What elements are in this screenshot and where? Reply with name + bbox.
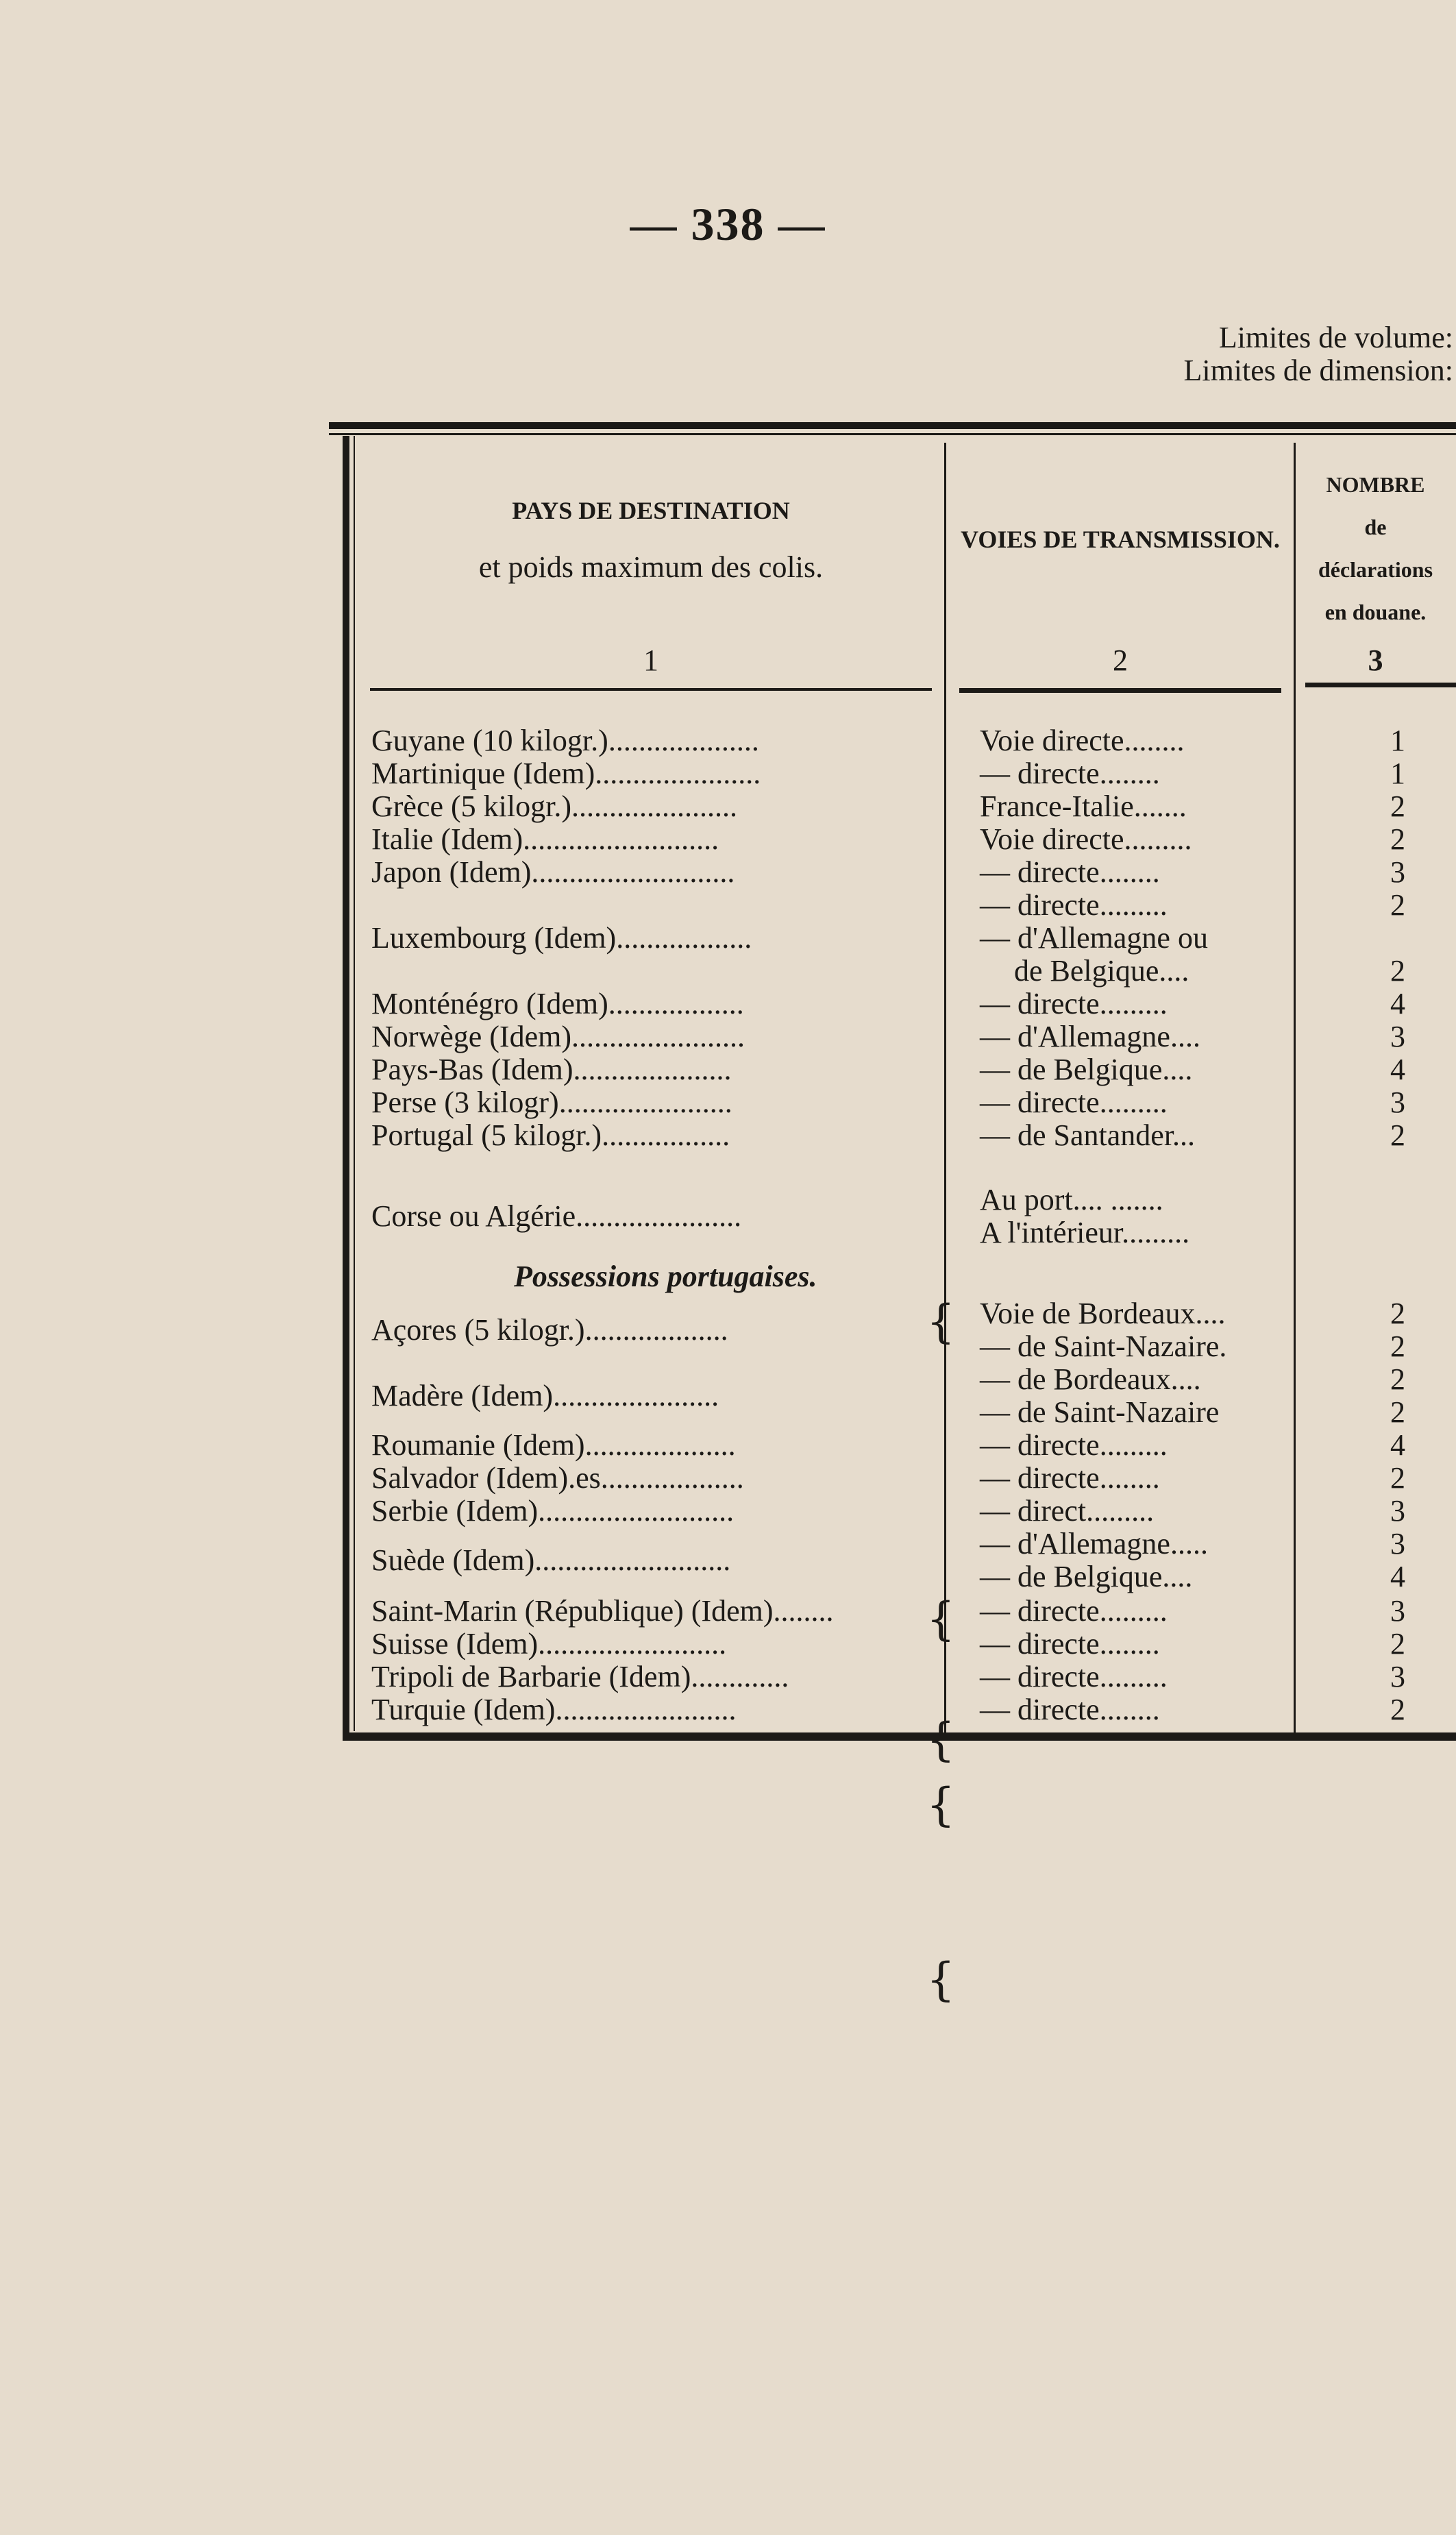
- row-pays: Luxembourg (Idem)..................: [371, 921, 752, 955]
- header-destination: PAYS DE DESTINATION: [512, 497, 790, 524]
- row-nombre: 3: [1390, 1527, 1405, 1560]
- header-nombre-line-2: de: [1364, 515, 1387, 539]
- table-border-top: [329, 422, 1456, 429]
- row-pays: Tripoli de Barbarie (Idem).............: [371, 1660, 789, 1693]
- row-voie: — directe.........: [980, 888, 1168, 922]
- header-nombre-line-1: NOMBRE: [1326, 472, 1425, 497]
- row-pays: Açores (5 kilogr.)...................: [371, 1313, 728, 1347]
- row-voie: — directe.........: [980, 1428, 1168, 1462]
- row-voie: — directe.........: [980, 1660, 1168, 1693]
- row-pays: Suède (Idem)..........................: [371, 1543, 731, 1577]
- row-nombre: 3: [1390, 855, 1405, 889]
- row-voie: — direct.........: [980, 1494, 1155, 1528]
- table-border-left: [343, 436, 349, 1738]
- row-nombre: 2: [1390, 1693, 1405, 1726]
- row-nombre: 2: [1390, 1297, 1405, 1330]
- brace-luxembourg: {: [926, 1295, 955, 1348]
- row-nombre: 2: [1390, 1330, 1405, 1363]
- row-pays: Japon (Idem)...........................: [371, 855, 735, 889]
- header-nombre-line-4: en douane.: [1324, 600, 1427, 624]
- header-nombre: [1295, 463, 1456, 633]
- row-nombre: 3: [1390, 1660, 1405, 1693]
- page-number: — 338 —: [630, 198, 826, 250]
- column-rule-1: [370, 688, 932, 691]
- row-pays: Madère (Idem)......................: [371, 1379, 719, 1412]
- column-rule-3: [1305, 683, 1456, 687]
- row-pays: Italie (Idem)..........................: [371, 822, 719, 856]
- row-voie: — de Santander...: [980, 1118, 1196, 1152]
- limits-dimension: Limites de dimension:: [1183, 354, 1453, 387]
- row-pays: Roumanie (Idem)....................: [371, 1428, 736, 1462]
- header-voies: VOIES DE TRANSMISSION.: [961, 526, 1280, 553]
- row-voie: A l'intérieur.........: [980, 1216, 1190, 1249]
- row-voie: — de Belgique....: [980, 1560, 1193, 1593]
- row-voie: — directe........: [980, 1693, 1160, 1726]
- column-number-1: 1: [643, 644, 658, 677]
- table-border-bottom: [343, 1732, 1456, 1741]
- row-pays: Pays-Bas (Idem).....................: [371, 1053, 732, 1086]
- row-voie: — de Saint-Nazaire: [980, 1395, 1220, 1429]
- row-pays: Norwège (Idem).......................: [371, 1020, 745, 1053]
- row-voie: Voie de Bordeaux....: [980, 1297, 1226, 1330]
- brace-suede: {: [926, 1953, 955, 2006]
- row-nombre: 3: [1390, 1020, 1405, 1053]
- row-nombre: 3: [1390, 1594, 1405, 1628]
- row-voie: — directe.........: [980, 1594, 1168, 1628]
- row-nombre: 4: [1390, 1560, 1405, 1593]
- row-nombre: 4: [1390, 1428, 1405, 1462]
- row-voie: — directe.........: [980, 987, 1168, 1020]
- row-voie: — d'Allemagne....: [980, 1020, 1200, 1053]
- row-nombre: 4: [1390, 1053, 1405, 1086]
- row-nombre: 1: [1390, 757, 1405, 790]
- row-voie: de Belgique....: [1014, 954, 1189, 988]
- header-destination-sub: et poids maximum des colis.: [478, 550, 824, 584]
- row-nombre: 2: [1390, 888, 1405, 922]
- row-voie: France-Italie.......: [980, 789, 1187, 823]
- brace-madere: {: [926, 1778, 955, 1831]
- section-title: Possessions portugaises.: [514, 1260, 817, 1293]
- row-voie: — directe.........: [980, 1086, 1168, 1119]
- column-number-3: 3: [1368, 644, 1383, 677]
- row-voie: — d'Allemagne.....: [980, 1527, 1208, 1560]
- row-pays: Serbie (Idem)..........................: [371, 1494, 735, 1528]
- row-voie: — de Bordeaux....: [980, 1362, 1201, 1396]
- row-pays: Guyane (10 kilogr.)....................: [371, 724, 759, 757]
- row-pays: Salvador (Idem).es...................: [371, 1461, 744, 1495]
- row-pays: Martinique (Idem)......................: [371, 757, 761, 790]
- row-nombre: 2: [1390, 789, 1405, 823]
- header-nombre-line-3: déclarations: [1318, 557, 1433, 582]
- row-nombre: 2: [1390, 1118, 1405, 1152]
- row-pays: Turquie (Idem)........................: [371, 1693, 737, 1726]
- row-pays: Monténégro (Idem)..................: [371, 987, 744, 1020]
- brace-corse: {: [926, 1593, 955, 1645]
- table-border-top-thin: [329, 433, 1456, 435]
- row-nombre: 3: [1390, 1494, 1405, 1528]
- column-divider-1: [944, 443, 946, 1732]
- row-nombre: 2: [1390, 954, 1405, 988]
- row-nombre: 2: [1390, 822, 1405, 856]
- table-border-left-thin: [354, 436, 355, 1731]
- row-voie: — de Belgique....: [980, 1053, 1193, 1086]
- row-nombre: 2: [1390, 1362, 1405, 1396]
- row-voie: Voie directe.........: [980, 822, 1192, 856]
- row-nombre: 2: [1390, 1461, 1405, 1495]
- row-voie: — directe........: [980, 855, 1160, 889]
- row-pays: Suisse (Idem).........................: [371, 1627, 727, 1661]
- row-nombre: 4: [1390, 987, 1405, 1020]
- row-nombre: 1: [1390, 724, 1405, 757]
- brace-acores: {: [926, 1713, 955, 1766]
- limits-volume: Limites de volume:: [1218, 321, 1453, 354]
- row-nombre: 2: [1390, 1395, 1405, 1429]
- row-pays: Grèce (5 kilogr.)......................: [371, 789, 737, 823]
- row-pays: Portugal (5 kilogr.).................: [371, 1118, 730, 1152]
- customs-table: [329, 422, 1456, 2006]
- row-pays: Saint-Marin (République) (Idem)........: [371, 1594, 834, 1628]
- row-voie: Voie directe........: [980, 724, 1185, 757]
- row-voie: Au port.... .......: [980, 1183, 1163, 1216]
- row-nombre: 2: [1390, 1627, 1405, 1661]
- column-number-2: 2: [1113, 644, 1128, 677]
- row-nombre: 3: [1390, 1086, 1405, 1119]
- row-pays: Perse (3 kilogr).......................: [371, 1086, 732, 1119]
- column-rule-2: [959, 688, 1281, 693]
- row-voie: — directe........: [980, 1461, 1160, 1495]
- row-pays: Corse ou Algérie......................: [371, 1199, 742, 1233]
- row-voie: — d'Allemagne ou: [980, 921, 1208, 955]
- column-divider-2: [1294, 443, 1296, 1732]
- row-voie: — de Saint-Nazaire.: [980, 1330, 1227, 1363]
- row-voie: — directe........: [980, 1627, 1160, 1661]
- row-voie: — directe........: [980, 757, 1160, 790]
